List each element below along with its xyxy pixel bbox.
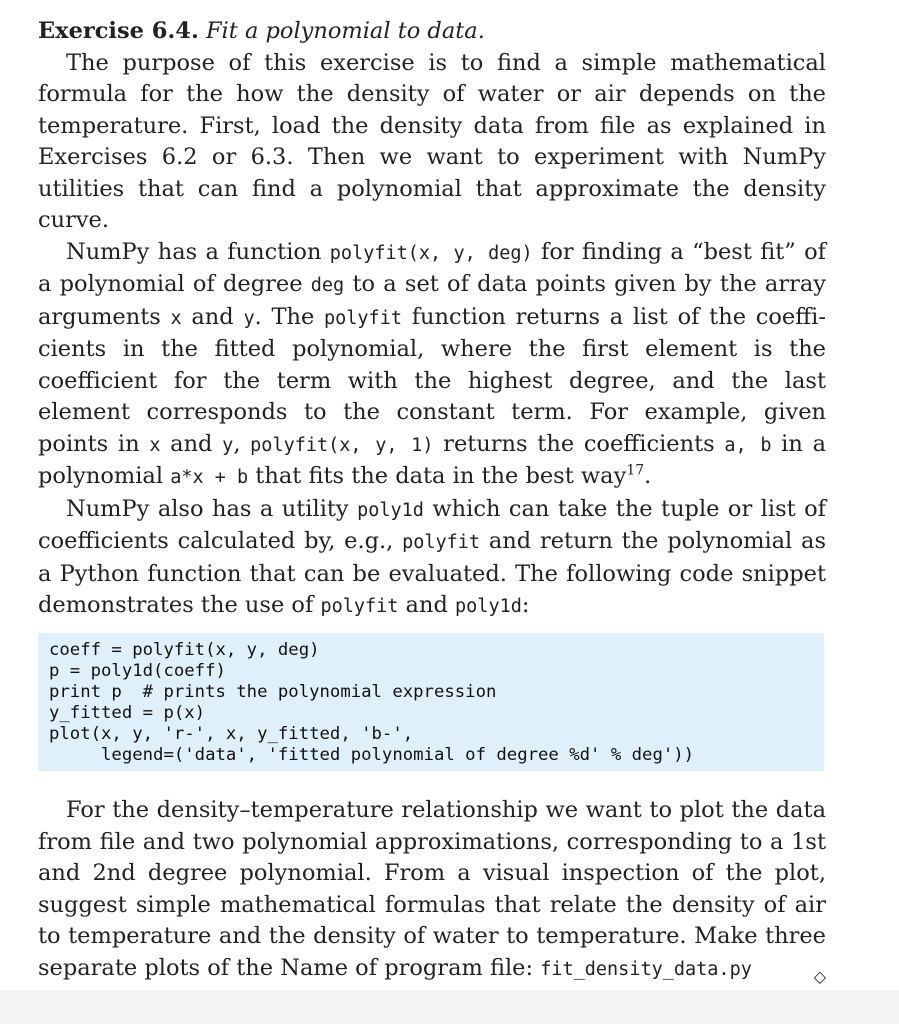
text-run: and return the polynomial as a Python function that can be evaluated. The following code snippet demonstrates the use of	[38, 528, 827, 618]
text-run: returns the coefficients	[433, 430, 725, 457]
text-run: NumPy also has a utility	[66, 495, 358, 522]
text-run: and	[181, 303, 244, 330]
text-run: and	[160, 430, 223, 457]
text-run: NumPy has a function	[66, 238, 330, 265]
page-bottom-edge	[0, 990, 899, 1024]
inline-code: polyfit(x, y, deg)	[329, 242, 533, 264]
text-run: and	[398, 592, 456, 618]
text-run: which can take the tuple or list of coefficients calculated by, e.g.,	[38, 495, 826, 554]
code-line: plot(x, y, 'r-', x, y_fitted, 'b-',	[49, 724, 414, 744]
inline-code: polyfit	[324, 307, 402, 329]
text-run: . The	[254, 303, 324, 330]
program-filename: fit_density_data.py	[540, 958, 752, 980]
inline-code: polyfit	[402, 532, 481, 553]
paragraph-poly1d	[38, 494, 826, 623]
code-line: legend=('data', 'fitted polynomial of degree %d' % deg'))	[49, 745, 695, 765]
inline-code: y	[243, 307, 255, 329]
inline-code: a*x + b	[170, 467, 249, 488]
exercise-heading	[38, 16, 826, 48]
text-run: in a polynomial	[38, 430, 826, 489]
end-of-exercise-icon: ◇	[813, 967, 826, 986]
inline-code: polyfit	[320, 596, 399, 617]
code-line: coeff = polyfit(x, y, deg)	[49, 640, 320, 660]
text-run: to a set of data points given by the array arguments	[38, 271, 826, 330]
inline-code: x	[170, 307, 182, 329]
inline-code: x	[149, 434, 161, 456]
inline-code: y	[222, 434, 234, 456]
inline-code: poly1d	[455, 596, 522, 617]
text-run: ,	[233, 430, 251, 457]
inline-code: poly1d	[357, 499, 424, 521]
paragraph-polyfit	[38, 237, 826, 494]
code-line: print p # prints the polynomial expression	[49, 682, 497, 702]
text-run: for finding a “best fit” of a polynomial of degree	[38, 238, 827, 297]
text-run: For the density–temperature relationship we want to plot the data from file and two polynomial approximations, corresponding to a 1st and 2nd degree polynomial. From a visual inspection of the plot, suggest simple mathematical formulas that relate the density of air to temperature and the density of water to temperature. Make three separate plots of the Name of program file:	[38, 797, 826, 981]
inline-code: a, b	[724, 434, 772, 456]
code-snippet	[38, 633, 824, 771]
paragraph-density-text	[38, 795, 826, 985]
footnote-marker[interactable]: 17	[626, 462, 645, 479]
text-run: :	[521, 592, 530, 618]
inline-code: deg	[310, 275, 345, 296]
inline-code: polyfit(x, y, 1)	[250, 434, 434, 456]
code-line: y_fitted = p(x)	[49, 703, 206, 723]
code-line: p = poly1d(coeff)	[49, 661, 226, 681]
paragraph-purpose: The purpose of this exercise is to find a simple mathematical formula for the how the density of water or air depends on the temperature. First, load the density data from file as explained in Exercises 6.2 or 6.3. Then we want to experiment with NumPy utilities that can find a polynomial that approximate the density curve.	[38, 49, 826, 233]
paragraph-density-task	[38, 795, 826, 985]
text-run: that fits the data in the best way	[248, 463, 627, 489]
exercise-label: Exercise 6.4.	[38, 18, 199, 44]
exercise-title: Fit a polynomial to data.	[205, 18, 485, 44]
text-run: function returns a list of the coefficients in the fitted polynomial, where the first element is the coefficient for the term with the highest degree, and the last element corresponds to the constant term. For example, given points in	[38, 303, 826, 457]
exercise-text	[38, 16, 826, 623]
text-run: .	[644, 463, 652, 489]
